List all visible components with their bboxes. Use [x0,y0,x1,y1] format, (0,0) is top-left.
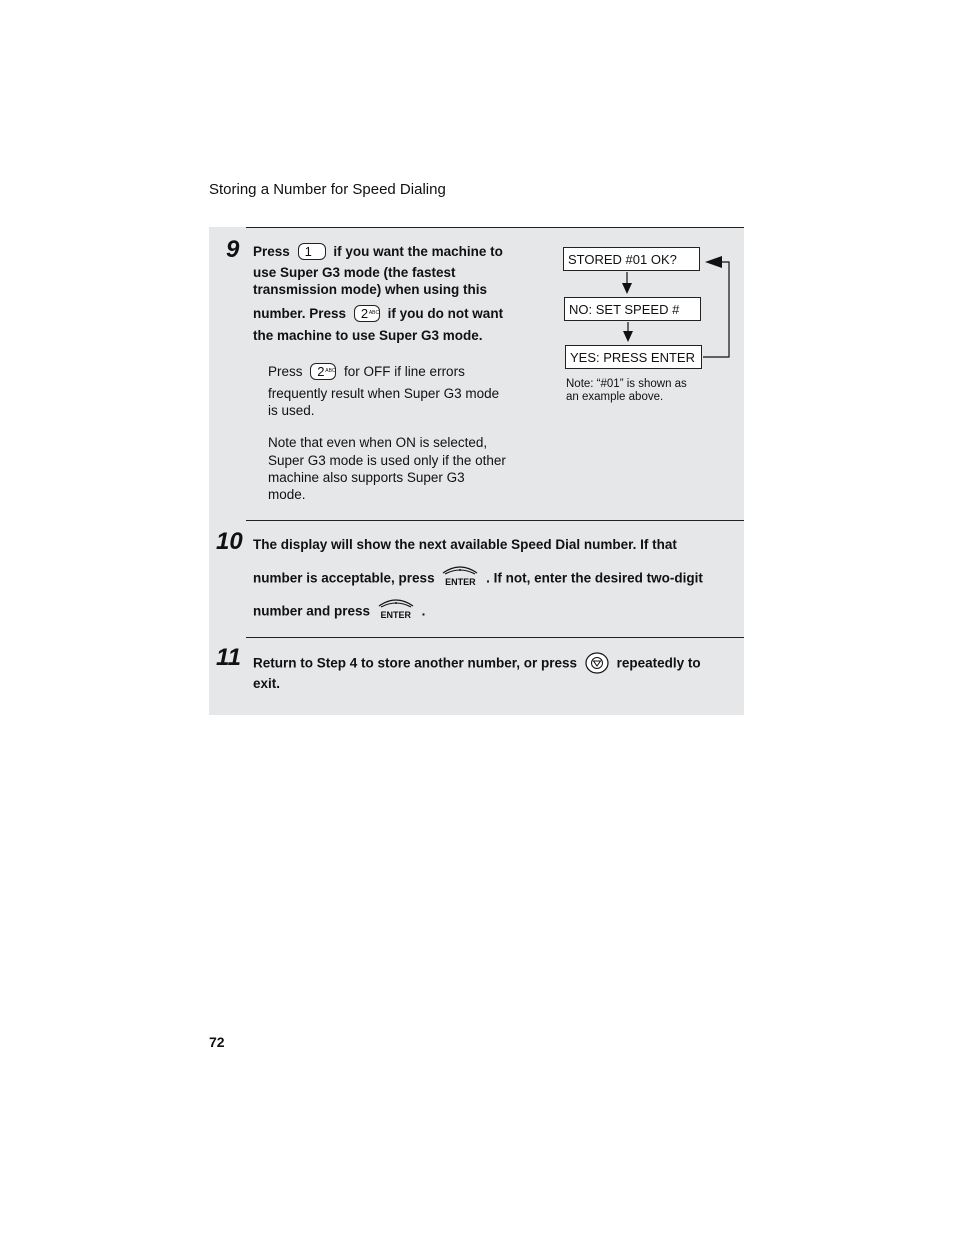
stop-key-icon [585,652,609,674]
step-11-line-2: exit. [253,676,281,691]
step-9-line-1: Press 1 if you want the machine to [253,244,503,260]
step-9-line-4: number. Press 2 ABC if you do not want [253,306,504,322]
key-2-abc-icon: 2 ABC [310,363,336,380]
note-2-line-4: mode. [268,487,306,502]
lcd-screen-no-set-speed: NO: SET SPEED # [564,297,701,321]
note-2-line-3: machine also supports Super G3 [268,470,465,485]
note-2-line-1: Note that even when ON is selected, [268,435,488,450]
step-11-line-1: Return to Step 4 to store another number, or press repeatedly to [253,653,701,675]
display-note: Note: “#01” is shown as an example above. [566,378,687,403]
step-10-line-2: number is acceptable, press ENTER . If not, enter the desired two-digit [253,566,703,592]
step-11-number: 11 [216,644,241,671]
step-10-line-3: number and press ENTER . [253,599,425,625]
enter-key-icon: ENTER [377,596,415,622]
step-9-line-3: transmission mode) when using this [253,282,488,297]
lcd-screen-stored: STORED #01 OK? [563,247,700,271]
enter-key-icon: ENTER [441,563,479,589]
page-number: 72 [209,1034,225,1050]
step-9-number: 9 [226,236,240,263]
stop-key-shape [585,652,609,674]
enter-key-shape [377,596,415,610]
key-1-icon: 1 [298,243,326,260]
step-9-line-2: use Super G3 mode (the fastest [253,265,456,280]
step-9-line-5: the machine to use Super G3 mode. [253,328,483,343]
note-1-line-2: frequently result when Super G3 mode [268,386,500,401]
step-10-number: 10 [216,528,243,555]
step-10-line-1: The display will show the next available Speed Dial number. If that [253,537,677,552]
key-2-abc-icon: 2 ABC [354,305,380,322]
enter-key-shape [441,563,479,577]
running-header: Storing a Number for Speed Dialing [209,181,446,198]
note-2-line-2: Super G3 mode is used only if the other [268,453,506,468]
note-1-line-3: is used. [268,403,315,418]
note-1-line-1: Press 2 ABC for OFF if line errors [268,364,465,380]
lcd-screen-yes-press-enter: YES: PRESS ENTER [565,345,702,369]
